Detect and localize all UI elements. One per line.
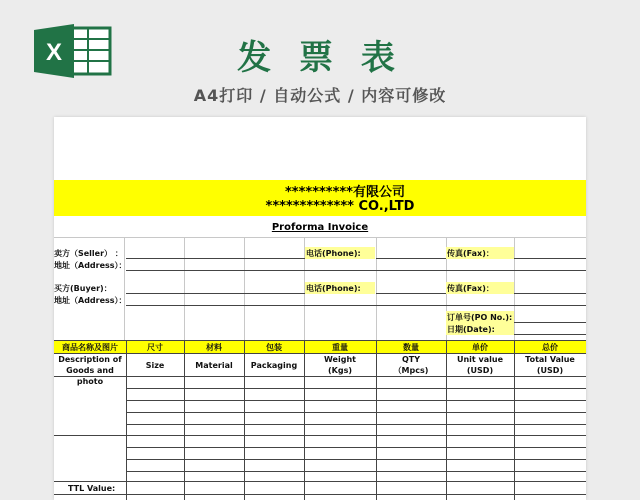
col-header-cn: 商品名称及图片 xyxy=(62,343,118,352)
seller-phone-label: 电话(Phone): xyxy=(306,249,361,258)
col-header-en: Unit value xyxy=(456,355,504,364)
col-header-en: Material xyxy=(195,361,233,370)
buyer-address-label: 地址（Address）： xyxy=(54,296,127,305)
po-number-label: 订单号(PO No.): xyxy=(447,313,513,322)
col-header-en: Description of xyxy=(58,355,122,364)
col-header-en: (USD) xyxy=(536,366,564,375)
col-header-en: (USD) xyxy=(466,366,494,375)
date-label: 日期(Date): xyxy=(447,325,495,334)
buyer-phone-label: 电话(Phone): xyxy=(306,284,361,293)
col-header-en: Size xyxy=(145,361,165,370)
page-subtitle: A4打印 / 自动公式 / 内容可修改 xyxy=(193,86,447,105)
buyer-label: 买方(Buyer)： xyxy=(54,284,112,293)
col-header-en: QTY xyxy=(401,355,421,364)
col-header-en: Total Value xyxy=(525,355,575,364)
ttl-value-label: TTL Value: xyxy=(68,484,116,493)
seller-label: 卖方（Seller） ： xyxy=(54,249,123,258)
company-name-cn[interactable]: **********有限公司 xyxy=(285,185,405,200)
col-header-en: Weight xyxy=(324,355,356,364)
seller-address-label: 地址（Address）： xyxy=(54,261,127,270)
col-header-en: Goods and photo xyxy=(66,366,114,386)
col-header-cn: 材料 xyxy=(206,343,222,352)
invoice-title[interactable]: Proforma Invoice xyxy=(271,222,369,233)
col-header-cn: 重量 xyxy=(332,343,348,352)
seller-fax-label: 传真(Fax)： xyxy=(447,249,494,258)
company-name-en[interactable]: ************* CO.,LTD xyxy=(265,199,415,214)
buyer-fax-label: 传真(Fax)： xyxy=(447,284,494,293)
col-header-cn: 尺寸 xyxy=(147,343,163,352)
col-header-cn: 数量 xyxy=(403,343,419,352)
col-header-en: Packaging xyxy=(250,361,298,370)
col-header-cn: 包装 xyxy=(266,343,282,352)
svg-text:X: X xyxy=(45,39,63,66)
invoice-sheet xyxy=(54,117,586,500)
col-header-cn: 总价 xyxy=(542,343,558,352)
col-header-cn: 单价 xyxy=(472,343,488,352)
page-title: 发 票 表 xyxy=(237,38,403,78)
col-header-en: （Mpcs) xyxy=(393,366,429,375)
col-header-en: (Kgs) xyxy=(328,366,352,375)
